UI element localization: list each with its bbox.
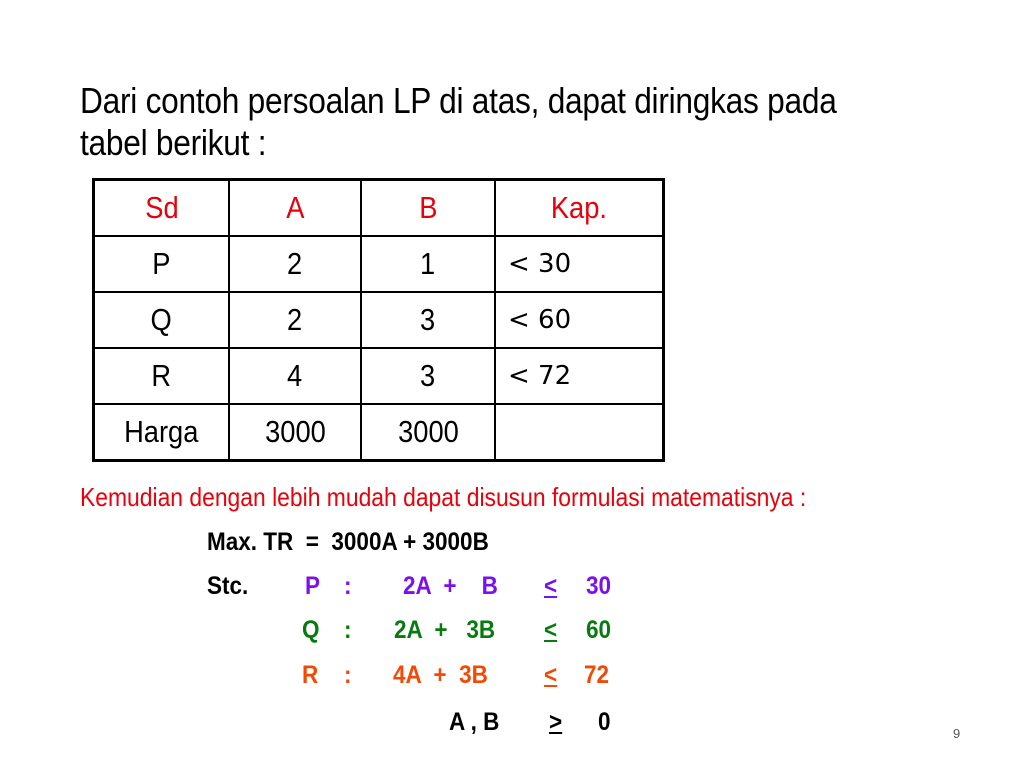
table-cell: Harga bbox=[94, 404, 230, 461]
table-row bbox=[94, 292, 664, 348]
table-cell: 2 bbox=[229, 292, 361, 348]
header-cell: Sd bbox=[94, 180, 230, 237]
table-cell: 3000 bbox=[229, 404, 361, 461]
table-cell bbox=[495, 404, 664, 461]
table-cell: < 30 bbox=[495, 236, 664, 292]
constraint-rhs: 60 bbox=[586, 616, 612, 644]
constraint-rhs: 72 bbox=[584, 661, 610, 689]
table-cell: < 60 bbox=[495, 292, 664, 348]
table-cell: 2 bbox=[229, 236, 361, 292]
constraint-expression: 2A + B bbox=[403, 572, 498, 600]
objective-function: Max. TR = 3000A + 3000B bbox=[207, 528, 489, 556]
table-row bbox=[94, 236, 664, 292]
constraint-name: R bbox=[302, 661, 319, 689]
nonneg-rhs: 0 bbox=[598, 708, 611, 736]
less-equal-symbol: < bbox=[544, 572, 558, 600]
stc-label: Stc. bbox=[207, 572, 249, 600]
constraint-name: P bbox=[305, 572, 321, 600]
table-row bbox=[94, 348, 664, 404]
constraint-expression: 4A + 3B bbox=[393, 661, 488, 689]
table-cell: R bbox=[94, 348, 230, 404]
constraint-colon: : bbox=[344, 661, 352, 689]
table-cell: 3000 bbox=[361, 404, 495, 461]
table-header-row bbox=[94, 180, 664, 237]
constraint-expression: 2A + 3B bbox=[394, 616, 496, 644]
header-cell: A bbox=[229, 180, 361, 237]
constraint-colon: : bbox=[344, 572, 352, 600]
page-number: 9 bbox=[953, 726, 961, 741]
constraint-rhs: 30 bbox=[586, 572, 612, 600]
constraint-colon: : bbox=[344, 616, 352, 644]
greater-equal-symbol: > bbox=[549, 708, 563, 736]
header-cell: B bbox=[361, 180, 495, 237]
formulation-note: Kemudian dengan lebih mudah dapat disusun formulasi matematisnya : bbox=[80, 482, 807, 512]
table-cell: < 72 bbox=[495, 348, 664, 404]
table-cell: 3 bbox=[361, 348, 495, 404]
nonneg-variables: A , B bbox=[449, 708, 500, 736]
table-cell: 1 bbox=[361, 236, 495, 292]
header-cell: Kap. bbox=[495, 180, 664, 237]
table-cell: 4 bbox=[229, 348, 361, 404]
less-equal-symbol: < bbox=[544, 616, 558, 644]
summary-table bbox=[92, 178, 665, 462]
table-row bbox=[94, 404, 664, 461]
intro-text: Dari contoh persoalan LP di atas, dapat diringkas pada tabel berikut : bbox=[80, 80, 837, 163]
table-cell: Q bbox=[94, 292, 230, 348]
table-cell: 3 bbox=[361, 292, 495, 348]
table-cell: P bbox=[94, 236, 230, 292]
less-equal-symbol: < bbox=[544, 661, 558, 689]
constraint-name: Q bbox=[302, 616, 320, 644]
